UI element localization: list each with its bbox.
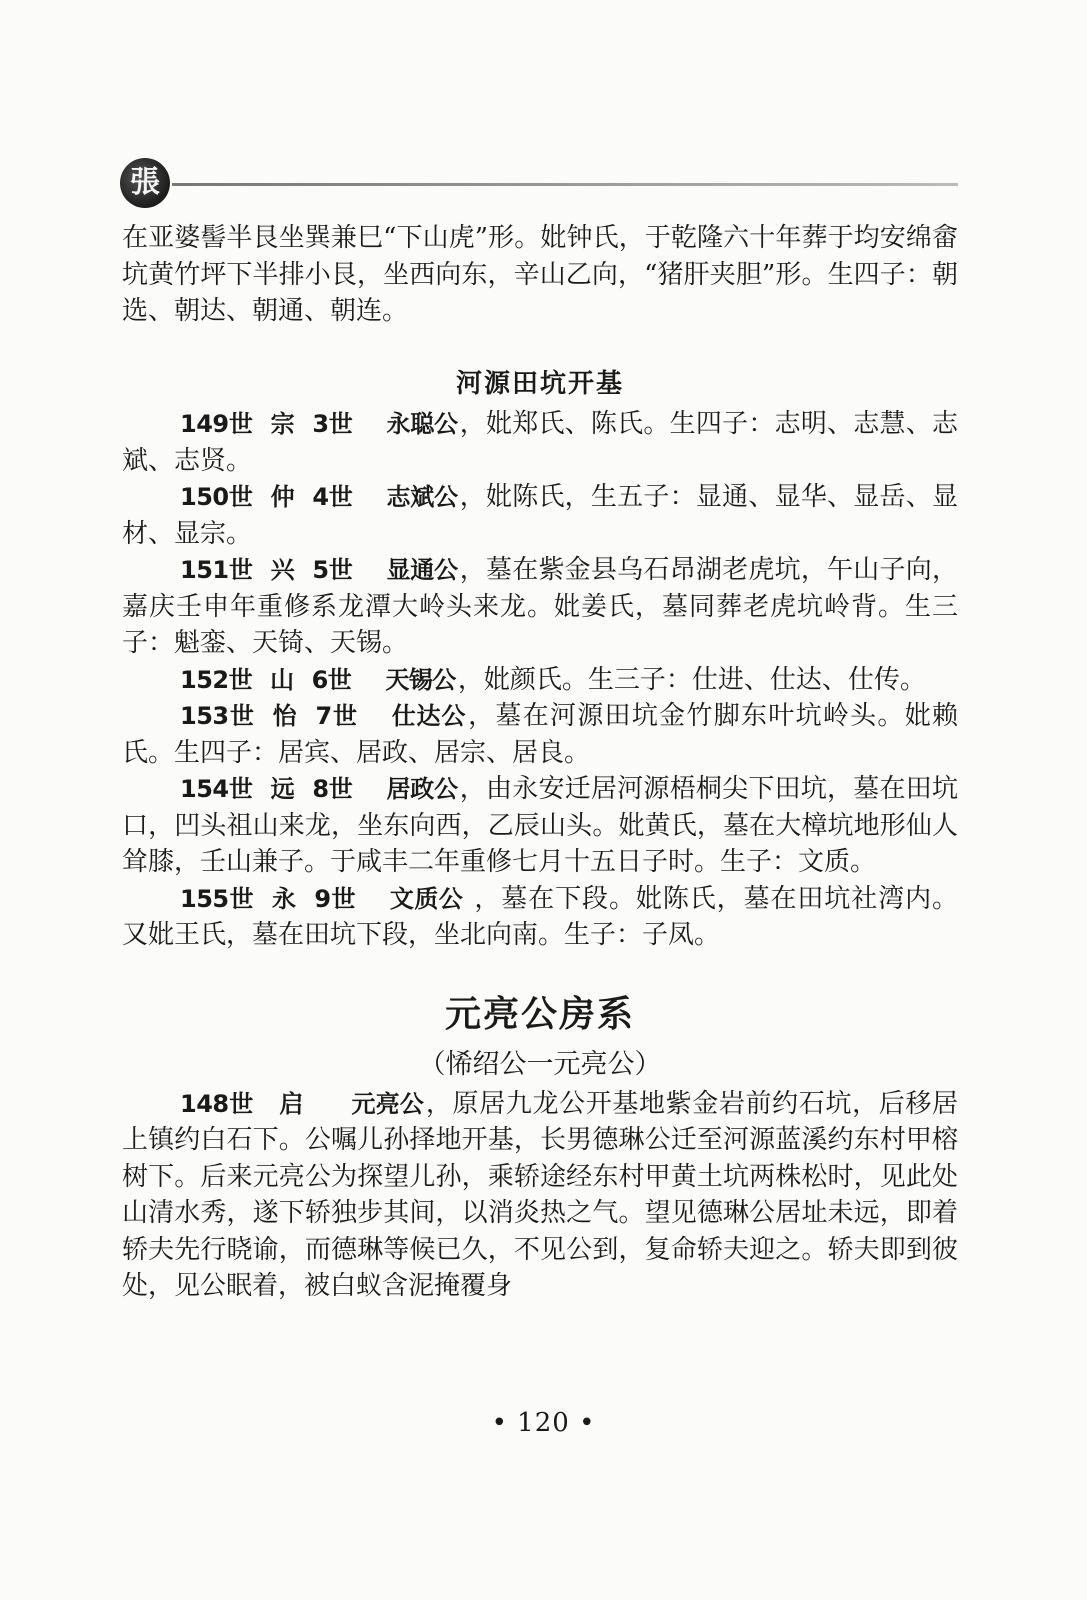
generation-char: 兴: [270, 556, 295, 584]
zhang-seal-icon: 張: [120, 158, 170, 208]
ancestor-name: 志斌公: [386, 483, 458, 511]
generation-world: 153世: [180, 702, 255, 730]
generation-char: 宗: [270, 410, 295, 438]
generation-char: 启: [279, 1089, 304, 1118]
entry-text: ，妣颜氏。生三子：仕进、仕达、仕传。: [457, 664, 926, 695]
genealogy-entry: [122, 881, 958, 954]
entry-text: ，原居九龙公开基地紫金岩前约石坑，后移居上镇约白石下。公嘱儿孙择地开基，长男德琳公迁至河源蓝溪约东村甲榕树下。后来元亮公为探望儿孙，乘轿途经东村甲黄土坑两株松时，见此处山清水秀，遂下轿独步其间，以消炎热之气。望见德琳公居址未远，即着轿夫先行晓谕，而德琳等候已久，不见公到，复命轿夫迎之。轿夫即到彼处，见公眠着，被白蚁含泥掩覆身: [122, 1088, 958, 1301]
genealogy-entry: [122, 771, 958, 881]
generation-local: 6世: [311, 665, 352, 694]
entry-text: ，墓在下段。妣陈氏，墓在田坑社湾内。又妣王氏，墓在田坑下段，坐北向南。生子：子凤。: [122, 883, 959, 950]
page-content: [122, 220, 958, 1305]
generation-char: 仲: [270, 483, 295, 511]
ancestor-name: 永聪公: [386, 410, 458, 438]
ancestor-name: 天锡公: [385, 665, 456, 694]
generation-char: 永: [271, 884, 297, 913]
genealogy-entry: [122, 698, 958, 771]
generation-world: 151世: [180, 556, 253, 584]
section-title-heyuan: 河源田坑开基: [455, 368, 624, 399]
entry-text: ，妣郑氏、陈氏。生四子：志明、志慧、志斌、志贤。: [122, 409, 959, 476]
generation-world: 149世: [180, 410, 253, 438]
generation-local: 7世: [315, 702, 358, 730]
genealogy-entry: [122, 662, 958, 699]
page-header: [120, 158, 958, 208]
generation-local: 9世: [314, 884, 356, 913]
generation-world: 155世: [180, 884, 254, 913]
generation-char: 怡: [272, 702, 298, 730]
generation-char: 远: [270, 775, 295, 803]
generation-world: 152世: [180, 665, 253, 694]
entry-text: ，由永安迁居河源梧桐尖下田坑，墓在田坑口，凹头祖山来龙，坐东向西，乙辰山头。妣黄氏，墓在大樟坑地形仙人耸膝，壬山兼子。于咸丰二年重修七月十五日子时。生子：文质。: [122, 774, 959, 877]
entry-text: ，墓在紫金县乌石昂湖老虎坑，午山子向，嘉庆壬申年重修系龙潭大岭头来龙。妣姜氏，墓同葬老虎坑岭背。生三子：魁銮、天锜、天锡。: [122, 555, 959, 658]
genealogy-entry: [122, 552, 958, 662]
genealogy-entry: [122, 406, 958, 479]
ancestor-name: 居政公: [386, 775, 458, 803]
section-subtitle: （悕绍公一元亮公）: [418, 1048, 662, 1080]
entry-text: ，墓在河源田坑金竹脚东叶坑岭头。妣赖氏。生四子：居宾、居政、居宗、居良。: [122, 701, 959, 768]
intro-paragraph: 在亚婆髻半艮坐巽兼巳“下山虎”形。妣钟氏，于乾隆六十年葬于均安绵畲坑黄竹坪下半排小艮，坐西向东，辛山乙向，“猪肝夹胆”形。生四子：朝选、朝达、朝通、朝连。: [122, 223, 958, 326]
page-number: • 120 •: [491, 1408, 596, 1438]
generation-world: 154世: [180, 775, 253, 803]
ancestor-name: 元亮公: [351, 1089, 424, 1118]
generation-world: 148世: [180, 1089, 254, 1118]
ancestor-name: 显通公: [386, 556, 458, 584]
generation-local: 4世: [312, 483, 353, 511]
generation-world: 150世: [180, 483, 253, 511]
section-title-yuanliang: 元亮公房系: [444, 992, 635, 1035]
generation-local: 3世: [312, 410, 353, 438]
genealogy-entry: [122, 479, 958, 552]
ancestor-name: 仕达公: [391, 702, 467, 730]
entry-text: ，妣陈氏，生五子：显通、显华、显岳、显材、显宗。: [122, 482, 959, 549]
generation-char: 山: [270, 665, 294, 694]
generation-local: 8世: [312, 775, 353, 803]
header-rule: [172, 183, 958, 186]
ancestor-name: 文质公: [389, 884, 464, 913]
generation-local: 5世: [312, 556, 353, 584]
genealogy-entry: [122, 1086, 958, 1305]
